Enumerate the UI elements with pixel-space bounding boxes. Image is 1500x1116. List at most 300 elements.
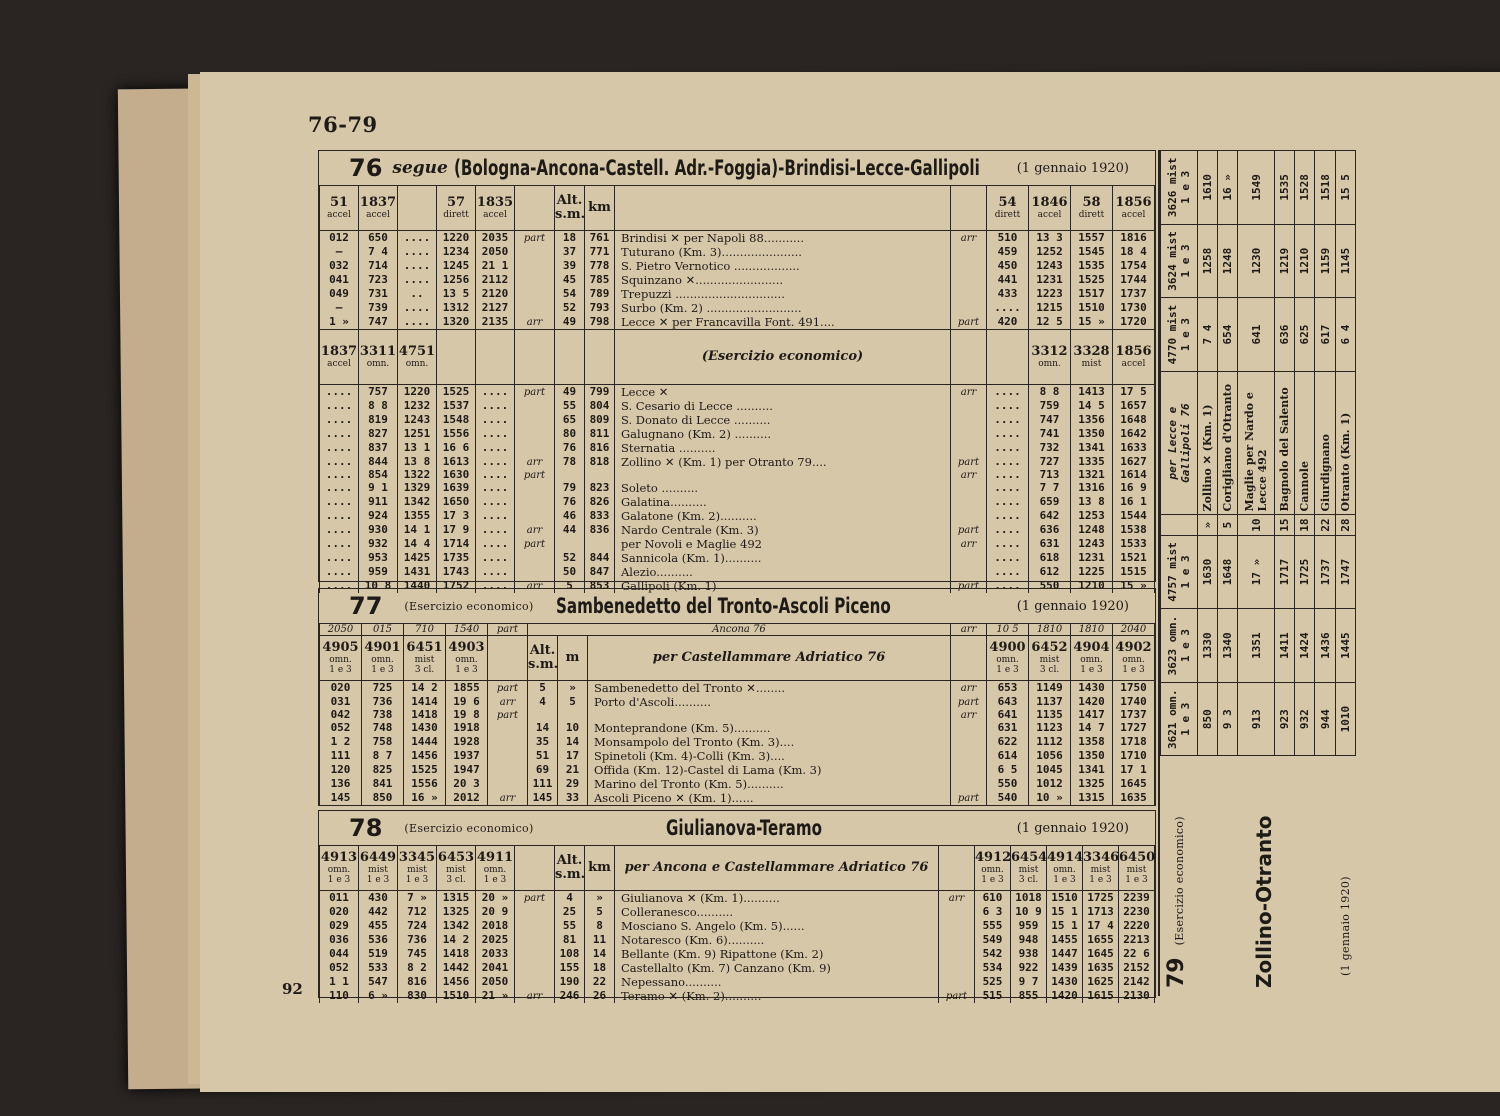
direction-marker (515, 287, 555, 301)
table-body (320, 231, 1155, 594)
direction-marker (939, 975, 975, 989)
departure-time: 1 » (320, 315, 359, 330)
train-number: 4914 (1047, 850, 1084, 865)
page-number: 92 (282, 980, 303, 998)
segue-label: segue (392, 158, 448, 178)
train-type: accel (1121, 210, 1146, 220)
station-name: Surbo (Km. 2) .......................... (615, 301, 951, 315)
train-column-header (1083, 846, 1119, 891)
marker-column-header (515, 186, 555, 231)
return-time: 938 (1011, 947, 1047, 961)
distance-value: 833 (585, 509, 615, 523)
departure-time: 1251 (398, 427, 437, 441)
distance-value: 785 (585, 273, 615, 287)
return-time: 1447 (1047, 947, 1083, 961)
departure-time: 1010 (1335, 682, 1355, 756)
direction-marker: arr (951, 623, 987, 636)
departure-time: — (320, 301, 359, 315)
return-time: 1243 (1029, 259, 1071, 273)
train-type: omn. (371, 655, 394, 665)
train-column-header (320, 846, 359, 891)
return-time: 18 4 (1113, 245, 1155, 259)
return-time: 1358 (1071, 735, 1113, 749)
departure-time: 816 (398, 975, 437, 989)
train-number: 58 (1082, 195, 1101, 210)
departure-time: 8 2 (398, 961, 437, 975)
station-column-header: per Ancona e Castellammare Adriatico 76 (615, 846, 939, 891)
departure-time: 714 (359, 259, 398, 273)
direction-marker: part (951, 791, 987, 805)
departure-time: 819 (359, 413, 398, 427)
section-78 (318, 810, 1156, 1003)
train-class: 3 cl. (414, 665, 435, 675)
direction-marker (951, 749, 987, 763)
station-column-header: (Esercizio economico) (615, 330, 951, 385)
train-column-header (1113, 636, 1155, 681)
departure-time: 850 (1197, 682, 1217, 756)
table-row (320, 509, 1155, 523)
train-type: omn. (366, 359, 390, 369)
departure-time: 736 (398, 933, 437, 947)
train-number: 3312 (1031, 344, 1068, 359)
return-time: 15 5 (1335, 151, 1355, 225)
return-time: 1252 (1029, 245, 1071, 259)
departure-time: 2127 (476, 301, 515, 315)
train-class: 1 e 3 (996, 665, 1019, 675)
altitude-value: 49 (555, 315, 585, 330)
return-time: 1720 (1113, 315, 1155, 330)
station-name: Squinzano ✕........................ (615, 273, 951, 287)
departure-time: 844 (359, 455, 398, 469)
table-row (320, 919, 1155, 933)
direction-marker: arr (951, 385, 987, 400)
return-time: 1538 (1113, 523, 1155, 537)
departure-time: 650 (359, 231, 398, 246)
return-time: 1750 (1113, 681, 1155, 696)
return-time: 1737 (1113, 287, 1155, 301)
return-time: 1253 (1071, 509, 1113, 523)
train-class: 1 e 3 (371, 665, 394, 675)
timetable-77 (319, 623, 1155, 805)
train-type: mist (414, 655, 435, 665)
train-column-header (1113, 186, 1155, 231)
departure-time: 7 » (398, 891, 437, 906)
train-column-header (320, 330, 359, 385)
connection-time: 2040 (1113, 623, 1155, 636)
return-time: 1633 (1113, 441, 1155, 455)
distance-value: 853 (585, 579, 615, 593)
altitude-value: 111 (528, 777, 558, 791)
departure-time: 1650 (437, 495, 476, 509)
distance-value: 5 (1217, 515, 1237, 535)
return-time: 1420 (1047, 989, 1083, 1003)
direction-marker (951, 565, 987, 579)
departure-time: 924 (359, 509, 398, 523)
return-time: .... (987, 427, 1029, 441)
return-time: 1135 (1029, 709, 1071, 721)
direction-marker (515, 259, 555, 273)
table-row (320, 763, 1155, 777)
return-time: 922 (1011, 961, 1047, 975)
direction-marker (939, 947, 975, 961)
station-name: Galatone (Km. 2).......... (615, 509, 951, 523)
section-79-content (1160, 150, 1356, 996)
departure-time: 14 2 (437, 933, 476, 947)
table-row (1315, 151, 1335, 756)
train-type: omn. (455, 655, 478, 665)
train-type: accel (327, 210, 351, 220)
return-time: 1325 (1071, 777, 1113, 791)
table-row (320, 975, 1155, 989)
train-type: omn. (981, 865, 1004, 875)
departure-time: 1510 (437, 989, 476, 1003)
table-row (320, 749, 1155, 763)
departure-time: 731 (359, 287, 398, 301)
altitude-column-header: Alt. s.m. (528, 636, 558, 681)
return-time: 1145 (1335, 224, 1355, 298)
departure-time: 19 6 (446, 695, 488, 709)
direction-marker (951, 399, 987, 413)
return-time: 1248 (1071, 523, 1113, 537)
return-time: 12 5 (1029, 315, 1071, 330)
altitude-value: 4 (555, 891, 585, 906)
return-time: 2130 (1119, 989, 1155, 1003)
table-row (320, 413, 1155, 427)
train-column-header (398, 330, 437, 385)
departure-time: 1418 (404, 709, 446, 721)
departure-time: 953 (359, 551, 398, 565)
altitude-value: 5 (555, 579, 585, 593)
departure-time: 13 8 (398, 455, 437, 469)
section-date: (1 gennaio 1920) (1016, 598, 1129, 614)
return-time: 1718 (1113, 735, 1155, 749)
departure-time: 1613 (437, 455, 476, 469)
return-time: 8 8 (1029, 385, 1071, 400)
station-name: Porto d'Ascoli.......... (588, 695, 951, 709)
direction-marker: part (515, 231, 555, 246)
train-class: 1 e 3 (329, 665, 352, 675)
departure-time: .... (476, 455, 515, 469)
departure-time: 13 1 (398, 441, 437, 455)
direction-marker (951, 495, 987, 509)
return-time: 1549 (1238, 151, 1275, 225)
departure-time: 1918 (446, 721, 488, 735)
departure-time: .... (320, 427, 359, 441)
train-class: 1 e 3 (981, 875, 1004, 885)
section-number: 79 (1164, 957, 1189, 988)
table-row (320, 441, 1155, 455)
departure-time: 2012 (446, 791, 488, 805)
direction-marker: arr (951, 537, 987, 551)
train-type: mist (407, 865, 427, 875)
direction-marker (951, 427, 987, 441)
departure-time: 1456 (404, 749, 446, 763)
departure-time: 1234 (437, 245, 476, 259)
distance-value: 804 (585, 399, 615, 413)
return-time: 15 » (1113, 579, 1155, 593)
return-time: 1149 (1029, 681, 1071, 696)
departure-time: 745 (398, 947, 437, 961)
altitude-value: 80 (555, 427, 585, 441)
header-row (1161, 151, 1198, 756)
departure-time: 9 3 (1217, 682, 1237, 756)
departure-time: 841 (362, 777, 404, 791)
altitude-value: 81 (555, 933, 585, 947)
return-time: 1430 (1047, 975, 1083, 989)
station-name: Galatina.......... (615, 495, 951, 509)
departure-time: 1747 (1335, 535, 1355, 609)
return-time: .... (987, 537, 1029, 551)
return-time: 1645 (1083, 947, 1119, 961)
table-row (320, 287, 1155, 301)
departure-time: 14 1 (398, 523, 437, 537)
direction-marker (939, 905, 975, 919)
departure-time: .... (398, 273, 437, 287)
return-time: 1248 (1217, 224, 1237, 298)
marker-column-header (515, 846, 555, 891)
departure-time: 7 4 (359, 245, 398, 259)
return-time: 7 7 (1029, 481, 1071, 495)
train-type: dirett (443, 210, 469, 220)
table-row (1335, 151, 1355, 756)
return-time: 550 (987, 777, 1029, 791)
departure-time: 1630 (1197, 535, 1217, 609)
distance-value: 844 (585, 551, 615, 565)
train-column-header (359, 846, 398, 891)
return-time: 1518 (1315, 151, 1335, 225)
return-time: 441 (987, 273, 1029, 287)
station-name: Bellante (Km. 9) Ripattone (Km. 2) (615, 947, 939, 961)
train-class: 1 e 3 (1122, 665, 1145, 675)
departure-time: .... (320, 413, 359, 427)
train-type: omn. (329, 655, 352, 665)
return-time: .... (987, 399, 1029, 413)
train-column-header (476, 846, 515, 891)
train-number: 1856 (1115, 195, 1152, 210)
departure-time: .... (320, 551, 359, 565)
train-class: 1 e 3 (1053, 875, 1076, 885)
direction-marker: part (951, 315, 987, 330)
return-time: .... (987, 385, 1029, 400)
station-name: Gallipoli (Km. 1) (615, 579, 951, 593)
departure-time: 1256 (437, 273, 476, 287)
train-column-header (437, 186, 476, 231)
return-time: 1510 (1047, 891, 1083, 906)
return-time: 14 7 (1071, 721, 1113, 735)
departure-time: 012 (320, 231, 359, 246)
direction-marker (951, 721, 987, 735)
train-type: omn. (996, 655, 1019, 665)
table-row (320, 399, 1155, 413)
altitude-value: 155 (555, 961, 585, 975)
direction-marker (515, 413, 555, 427)
departure-time: 110 (320, 989, 359, 1003)
table-row (320, 989, 1155, 1003)
departure-time: 923 (1274, 682, 1294, 756)
return-time: 1123 (1029, 721, 1071, 735)
esercizio-label: (Esercizio economico) (404, 599, 534, 613)
return-time: 1635 (1083, 961, 1119, 975)
departure-time: .... (320, 399, 359, 413)
departure-time: 13 5 (437, 287, 476, 301)
altitude-value: 76 (555, 495, 585, 509)
departure-time: 17 9 (437, 523, 476, 537)
return-time: 1439 (1047, 961, 1083, 975)
table-row (320, 523, 1155, 537)
departure-time: 854 (359, 469, 398, 481)
table-row (320, 495, 1155, 509)
departure-time: .... (476, 469, 515, 481)
return-time: 1544 (1113, 509, 1155, 523)
table-row (320, 709, 1155, 721)
train-number: 6453 (437, 850, 475, 865)
table-row (320, 231, 1155, 246)
section-number: 77 (349, 592, 383, 620)
departure-time: 533 (359, 961, 398, 975)
departure-time: 1411 (1274, 609, 1294, 683)
departure-time: .... (320, 441, 359, 455)
departure-time: .... (476, 399, 515, 413)
direction-marker (515, 301, 555, 315)
direction-marker (951, 551, 987, 565)
station-name: S. Donato di Lecce .......... (615, 413, 951, 427)
via-label: per Lecce e Gallipoli 76 (1161, 371, 1198, 515)
table-row (1274, 151, 1294, 756)
section-77 (318, 588, 1156, 806)
departure-time: 2050 (476, 245, 515, 259)
train-number: 1837 (320, 344, 358, 359)
table-row (320, 273, 1155, 287)
altitude-value: 246 (555, 989, 585, 1003)
departure-time: 723 (359, 273, 398, 287)
train-class: 1 e 3 (455, 665, 478, 675)
departure-time: .... (476, 481, 515, 495)
departure-time: .... (476, 441, 515, 455)
distance-value: 761 (585, 231, 615, 246)
departure-time: 1220 (398, 385, 437, 400)
direction-marker: part (488, 681, 528, 696)
distance-value: 8 (585, 919, 615, 933)
train-class: 1 e 3 (327, 875, 351, 885)
return-time: 9 7 (1011, 975, 1047, 989)
return-time: 1341 (1071, 763, 1113, 777)
altitude-value: 79 (555, 481, 585, 495)
direction-marker (515, 273, 555, 287)
altitude-value: 35 (528, 735, 558, 749)
station-name: Colleranesco.......... (615, 905, 939, 919)
departure-time: .... (476, 537, 515, 551)
return-time: 1413 (1071, 385, 1113, 400)
station-name: S. Pietro Vernotico .................. (615, 259, 951, 273)
connection-time: 015 (362, 623, 404, 636)
distance-value: 809 (585, 413, 615, 427)
table-row (320, 385, 1155, 400)
station-name: Nardo Centrale (Km. 3) (615, 523, 951, 537)
departure-time: 1630 (437, 469, 476, 481)
distance-column-header (1161, 515, 1198, 535)
departure-time: 2033 (476, 947, 515, 961)
train-number: 6449 (359, 850, 397, 865)
distance-value: 823 (585, 481, 615, 495)
table-row (320, 681, 1155, 696)
return-time: 625 (1295, 298, 1315, 372)
departure-time: 1243 (398, 413, 437, 427)
return-time: .... (987, 441, 1029, 455)
train-number: 54 (998, 195, 1017, 210)
distance-value: 771 (585, 245, 615, 259)
departure-time: 17 » (1238, 535, 1275, 609)
return-time: 1610 (1197, 151, 1217, 225)
return-time: 1430 (1071, 681, 1113, 696)
direction-marker: arr (951, 469, 987, 481)
distance-value: 811 (585, 427, 615, 441)
direction-marker (951, 301, 987, 315)
departure-time: .... (476, 579, 515, 593)
departure-time: 21 » (476, 989, 515, 1003)
departure-time: 1648 (1217, 535, 1237, 609)
direction-marker: part (515, 537, 555, 551)
departure-time: 6 » (359, 989, 398, 1003)
return-time: 17 5 (1113, 385, 1155, 400)
train-class: 1 e 3 (1125, 875, 1148, 885)
return-time: 549 (975, 933, 1011, 947)
train-type: dirett (994, 210, 1021, 220)
departure-time: .... (476, 551, 515, 565)
train-number: 6454 (1011, 850, 1048, 865)
table-row (1217, 151, 1237, 756)
departure-time: 1445 (1335, 609, 1355, 683)
page-title: 76-79 (308, 112, 378, 137)
distance-value: 816 (585, 441, 615, 455)
station-name: Maglie per Nardo e Lecce 492 (1238, 371, 1275, 515)
altitude-value: 55 (555, 919, 585, 933)
altitude-column-header: Alt. s.m. (555, 846, 585, 891)
direction-marker (515, 905, 555, 919)
return-time: 13 8 (1071, 495, 1113, 509)
altitude-value: 76 (555, 441, 585, 455)
departure-time: .... (320, 579, 359, 593)
train-number: 4905 (322, 640, 359, 655)
direction-marker: arr (515, 455, 555, 469)
distance-value: » (558, 681, 588, 696)
altitude-value: 55 (555, 399, 585, 413)
table-row (320, 259, 1155, 273)
return-time: 14 5 (1071, 399, 1113, 413)
departure-time: 455 (359, 919, 398, 933)
train-type: mist (1039, 655, 1060, 665)
return-time: 741 (1029, 427, 1071, 441)
table-body (320, 623, 1155, 805)
train-type: mist (1081, 359, 1102, 369)
departure-time: 1444 (404, 735, 446, 749)
departure-time: .... (320, 481, 359, 495)
station-name: Spinetoli (Km. 4)-Colli (Km. 3).... (588, 749, 951, 763)
departure-time: 044 (320, 947, 359, 961)
return-time: 515 (975, 989, 1011, 1003)
station-name: Trepuzzi .............................. (615, 287, 951, 301)
direction-marker (515, 933, 555, 947)
direction-marker: part (515, 385, 555, 400)
direction-marker: part (515, 891, 555, 906)
direction-marker (951, 481, 987, 495)
departure-time: .... (320, 385, 359, 400)
train-column-header (476, 186, 515, 231)
train-class: 1 e 3 (366, 875, 390, 885)
departure-time: 2035 (476, 231, 515, 246)
return-time: 1515 (1113, 565, 1155, 579)
departure-time: 911 (359, 495, 398, 509)
train-type: accel (1121, 359, 1146, 369)
